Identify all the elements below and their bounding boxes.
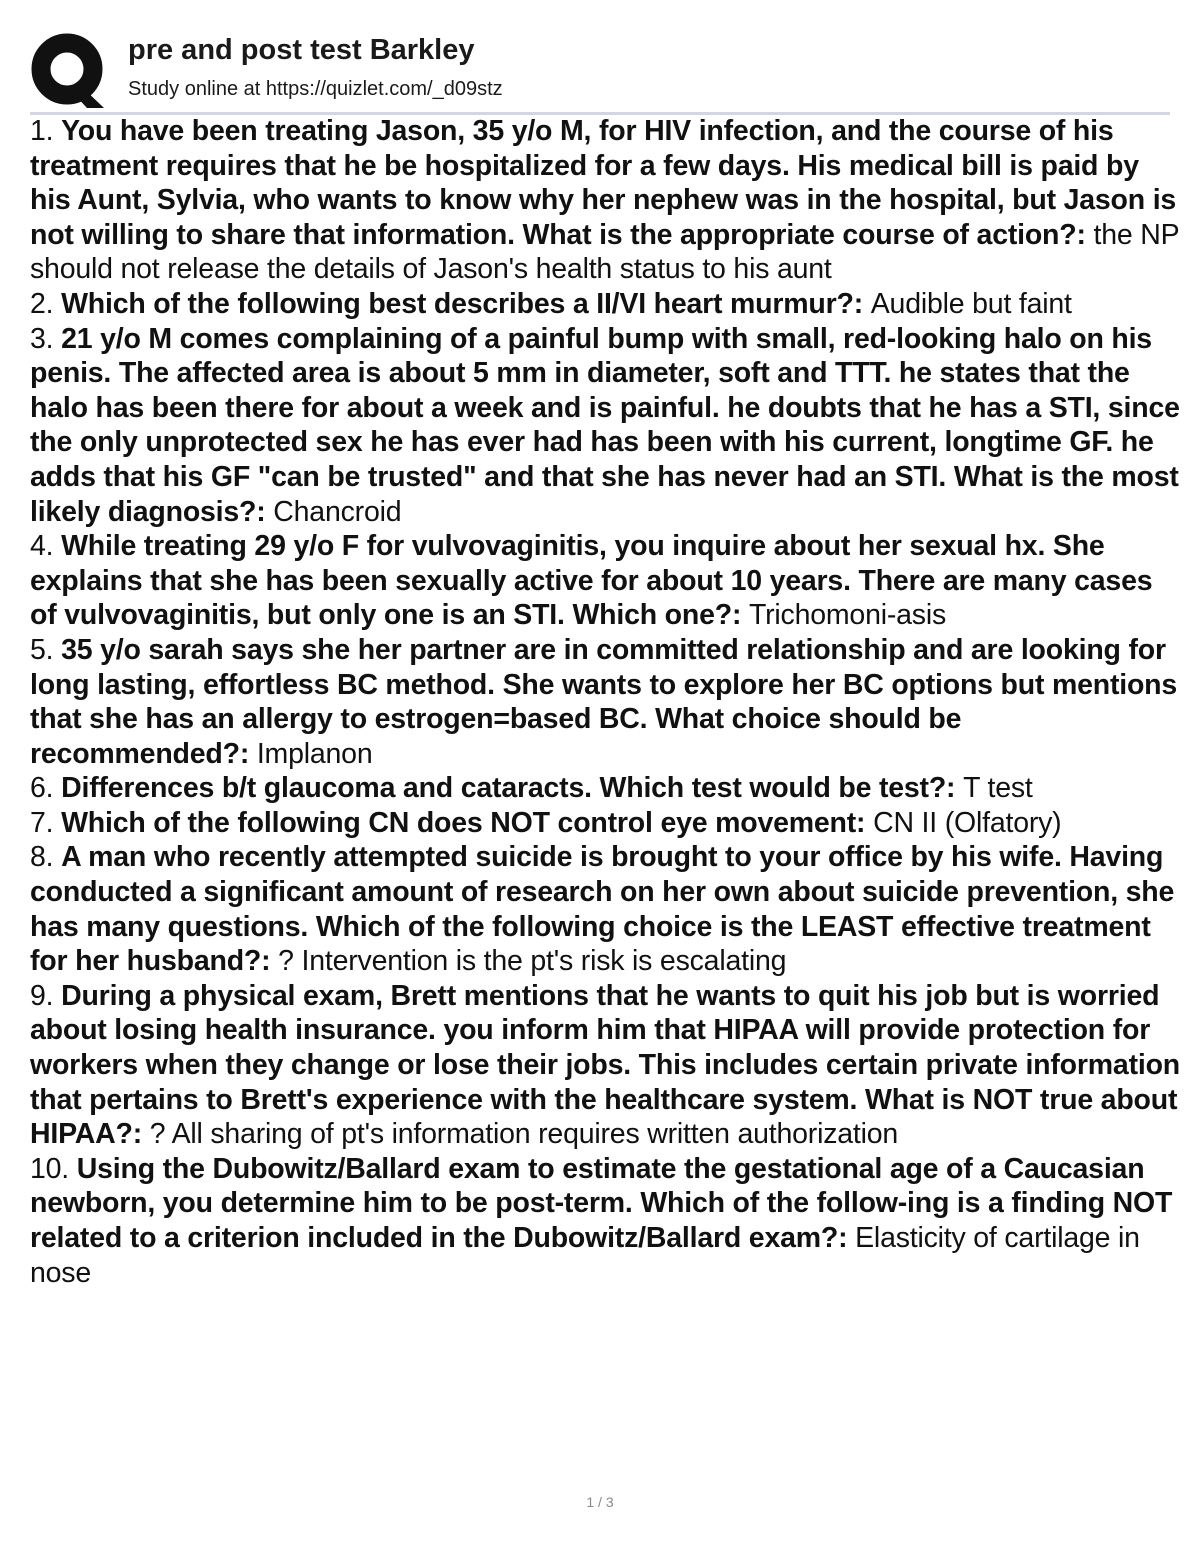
list-item (30, 840, 1180, 978)
question-text: Which of the following CN does NOT control eye movement: (61, 806, 874, 839)
item-number: 9. (30, 979, 62, 1012)
list-item (30, 287, 1180, 322)
question-text: 21 y/o M comes complaining of a painful bump with small, red-looking halo on his penis. The affected area is about 5 mm in diameter, soft and TTT. he states that the halo has been there for about a week and is painful. he doubts that he has a STI, since the only unprotected sex he has ever had has been with his current, longtime GF. he adds that his GF "can be trusted" and that she has never had an STI. What is the most likely diagnosis?: (30, 322, 1180, 528)
question-text: 35 y/o sarah says she her partner are in committed relationship and are looking for long lasting, effortless BC method. She wants to explore her BC options but mentions that she has an allergy to estrogen=based BC. What choice should be recommended?: (30, 633, 1178, 770)
page-number: 1 / 3 (586, 1494, 614, 1510)
list-item (30, 1152, 1180, 1290)
item-number: 4. (30, 530, 62, 563)
question-text: While treating 29 y/o F for vulvovaginitis, you inquire about her sexual hx. She explains that she has been sexually active for about 10 years. There are many cases of vulvovaginitis, but only one is an STI. Which one?: (30, 530, 1153, 632)
answer-text: CN II (Olfatory) (873, 806, 1062, 839)
question-text: Which of the following best describes a II/VI heart murmur?: (61, 287, 871, 320)
item-number: 1. (30, 115, 62, 147)
question-text: Using the Dubowitz/Ballard exam to estimate the gestational age of a Caucasian newborn, you determine him to be post-term. Which of the follow-ing is a finding NOT related to a criterion included in the Dubowitz/Ballard exam?: (30, 1152, 1173, 1254)
question-text: Differences b/t glaucoma and cataracts. Which test would be test?: (61, 772, 964, 805)
list-item (30, 979, 1180, 1152)
item-number: 7. (30, 806, 62, 839)
list-item (30, 806, 1180, 841)
question-text: A man who recently attempted suicide is brought to your office by his wife. Having conducted a significant amount of research on her own about suicide prevention, she has many questions. Which of the following choice is the LEAST effective treatment for her husband?: (30, 841, 1175, 978)
item-number: 10. (30, 1152, 77, 1185)
question-text: During a physical exam, Brett mentions that he wants to quit his job but is worried about losing health insurance. you inform him that HIPAA will provide protection for workers when they change or lose their jobs. This includes certain private information that pertains to Brett's experience with the healthcare system. What is NOT true about HIPAA?: (30, 979, 1180, 1151)
item-number: 5. (30, 633, 62, 666)
document-header (30, 30, 1170, 112)
list-item (30, 633, 1180, 771)
answer-text: Audible but faint (870, 287, 1072, 320)
list-item (30, 322, 1180, 530)
item-number: 8. (30, 841, 62, 874)
answer-text: ? Intervention is the pt's risk is escalating (278, 945, 787, 978)
list-item (30, 771, 1180, 806)
answer-text: Chancroid (273, 495, 402, 528)
quizlet-q-logo-icon (30, 32, 108, 110)
answer-text: Implanon (256, 737, 373, 770)
answer-text: Elasticity of cartilage in nose (30, 1222, 1140, 1289)
list-item (30, 529, 1180, 633)
item-number: 3. (30, 322, 62, 355)
document-title: pre and post test Barkley (128, 34, 475, 66)
answer-text: ? All sharing of pt's information requires written authorization (149, 1118, 899, 1151)
study-online-link[interactable]: Study online at https://quizlet.com/_d09stz (128, 78, 503, 100)
item-number: 2. (30, 287, 62, 320)
answer-text: the NP should not release the details of Jason's health status to his aunt (30, 218, 1179, 286)
answer-text: T test (963, 772, 1033, 805)
list-item (30, 114, 1180, 287)
question-answer-list (30, 114, 1180, 1290)
item-number: 6. (30, 772, 62, 805)
answer-text: Trichomoni-asis (748, 599, 947, 632)
question-text: You have been treating Jason, 35 y/o M, for HIV infection, and the course of his treatment requires that he be hospitalized for a few days. His medical bill is paid by his Aunt, Sylvia, who wants to know why her nephew was in the hospital, but Jason is not willing to share that information. What is the appropriate course of action?: (30, 115, 1177, 251)
